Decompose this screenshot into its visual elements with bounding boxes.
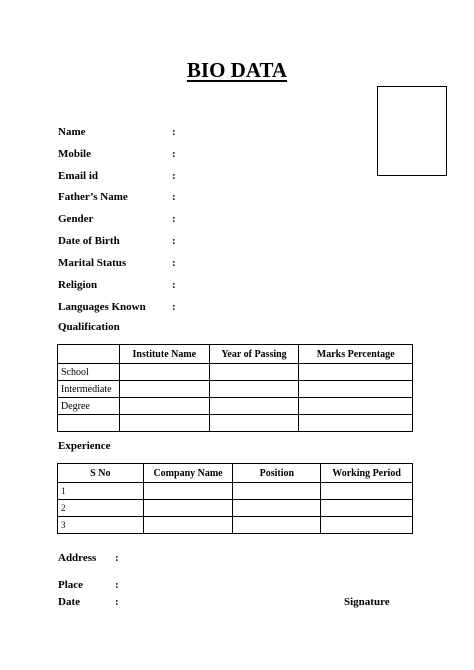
table-header-row <box>58 345 413 364</box>
table-cell[interactable] <box>209 398 299 415</box>
table-row <box>58 483 413 500</box>
table-cell[interactable] <box>143 517 233 534</box>
table-cell[interactable] <box>119 415 209 432</box>
field-label-email: Email id <box>58 170 99 182</box>
table-cell[interactable] <box>233 483 321 500</box>
table-header-cell: Position <box>233 464 321 483</box>
photo-box <box>377 86 447 176</box>
field-colon: : <box>172 191 176 203</box>
table-header-row <box>58 464 413 483</box>
table-cell[interactable] <box>143 483 233 500</box>
row-number: 2 <box>58 500 144 517</box>
field-colon: : <box>172 213 176 225</box>
table-row <box>58 517 413 534</box>
field-label-marital-status: Marital Status <box>58 257 127 269</box>
qualification-table <box>57 344 413 432</box>
field-label-languages: Languages Known <box>58 301 146 313</box>
place-colon: : <box>115 579 119 591</box>
field-label-mobile: Mobile <box>58 148 91 160</box>
row-label: Degree <box>58 398 120 415</box>
field-colon: : <box>172 126 176 138</box>
address-colon: : <box>115 552 119 564</box>
table-cell[interactable] <box>209 364 299 381</box>
table-row <box>58 500 413 517</box>
table-cell[interactable] <box>209 415 299 432</box>
address-label: Address <box>58 552 97 564</box>
row-label: Intermediate <box>58 381 120 398</box>
date-colon: : <box>115 596 119 608</box>
qualification-heading: Qualification <box>58 321 120 333</box>
experience-table <box>57 463 413 534</box>
table-cell[interactable] <box>119 381 209 398</box>
field-label-gender: Gender <box>58 213 94 225</box>
field-colon: : <box>172 170 176 182</box>
field-colon: : <box>172 148 176 160</box>
signature-label: Signature <box>344 596 390 608</box>
field-colon: : <box>172 279 176 291</box>
field-colon: : <box>172 235 176 247</box>
table-header-cell <box>58 345 120 364</box>
table-header-cell: Year of Passing <box>209 345 299 364</box>
field-label-religion: Religion <box>58 279 98 291</box>
table-cell[interactable] <box>321 500 413 517</box>
table-header-cell: Institute Name <box>119 345 209 364</box>
table-cell[interactable] <box>209 381 299 398</box>
row-label <box>58 415 120 432</box>
table-cell[interactable] <box>299 415 413 432</box>
table-header-cell: Company Name <box>143 464 233 483</box>
table-cell[interactable] <box>233 500 321 517</box>
table-header-cell: S No <box>58 464 144 483</box>
place-label: Place <box>58 579 84 591</box>
date-label: Date <box>58 596 80 608</box>
table-cell[interactable] <box>143 500 233 517</box>
table-cell[interactable] <box>119 398 209 415</box>
table-cell[interactable] <box>299 398 413 415</box>
field-label-name: Name <box>58 126 86 138</box>
table-row <box>58 381 413 398</box>
field-colon: : <box>172 301 176 313</box>
row-label: School <box>58 364 120 381</box>
table-cell[interactable] <box>321 517 413 534</box>
table-cell[interactable] <box>321 483 413 500</box>
table-cell[interactable] <box>299 364 413 381</box>
table-row <box>58 398 413 415</box>
table-row <box>58 415 413 432</box>
field-label-dob: Date of Birth <box>58 235 120 247</box>
row-number: 3 <box>58 517 144 534</box>
table-cell[interactable] <box>119 364 209 381</box>
page-title: BIO DATA <box>186 58 288 82</box>
field-label-fathers-name: Father’s Name <box>58 191 128 203</box>
table-header-cell: Working Period <box>321 464 413 483</box>
field-colon: : <box>172 257 176 269</box>
table-row <box>58 364 413 381</box>
table-cell[interactable] <box>299 381 413 398</box>
table-cell[interactable] <box>233 517 321 534</box>
row-number: 1 <box>58 483 144 500</box>
experience-heading: Experience <box>58 440 111 452</box>
table-header-cell: Marks Percentage <box>299 345 413 364</box>
